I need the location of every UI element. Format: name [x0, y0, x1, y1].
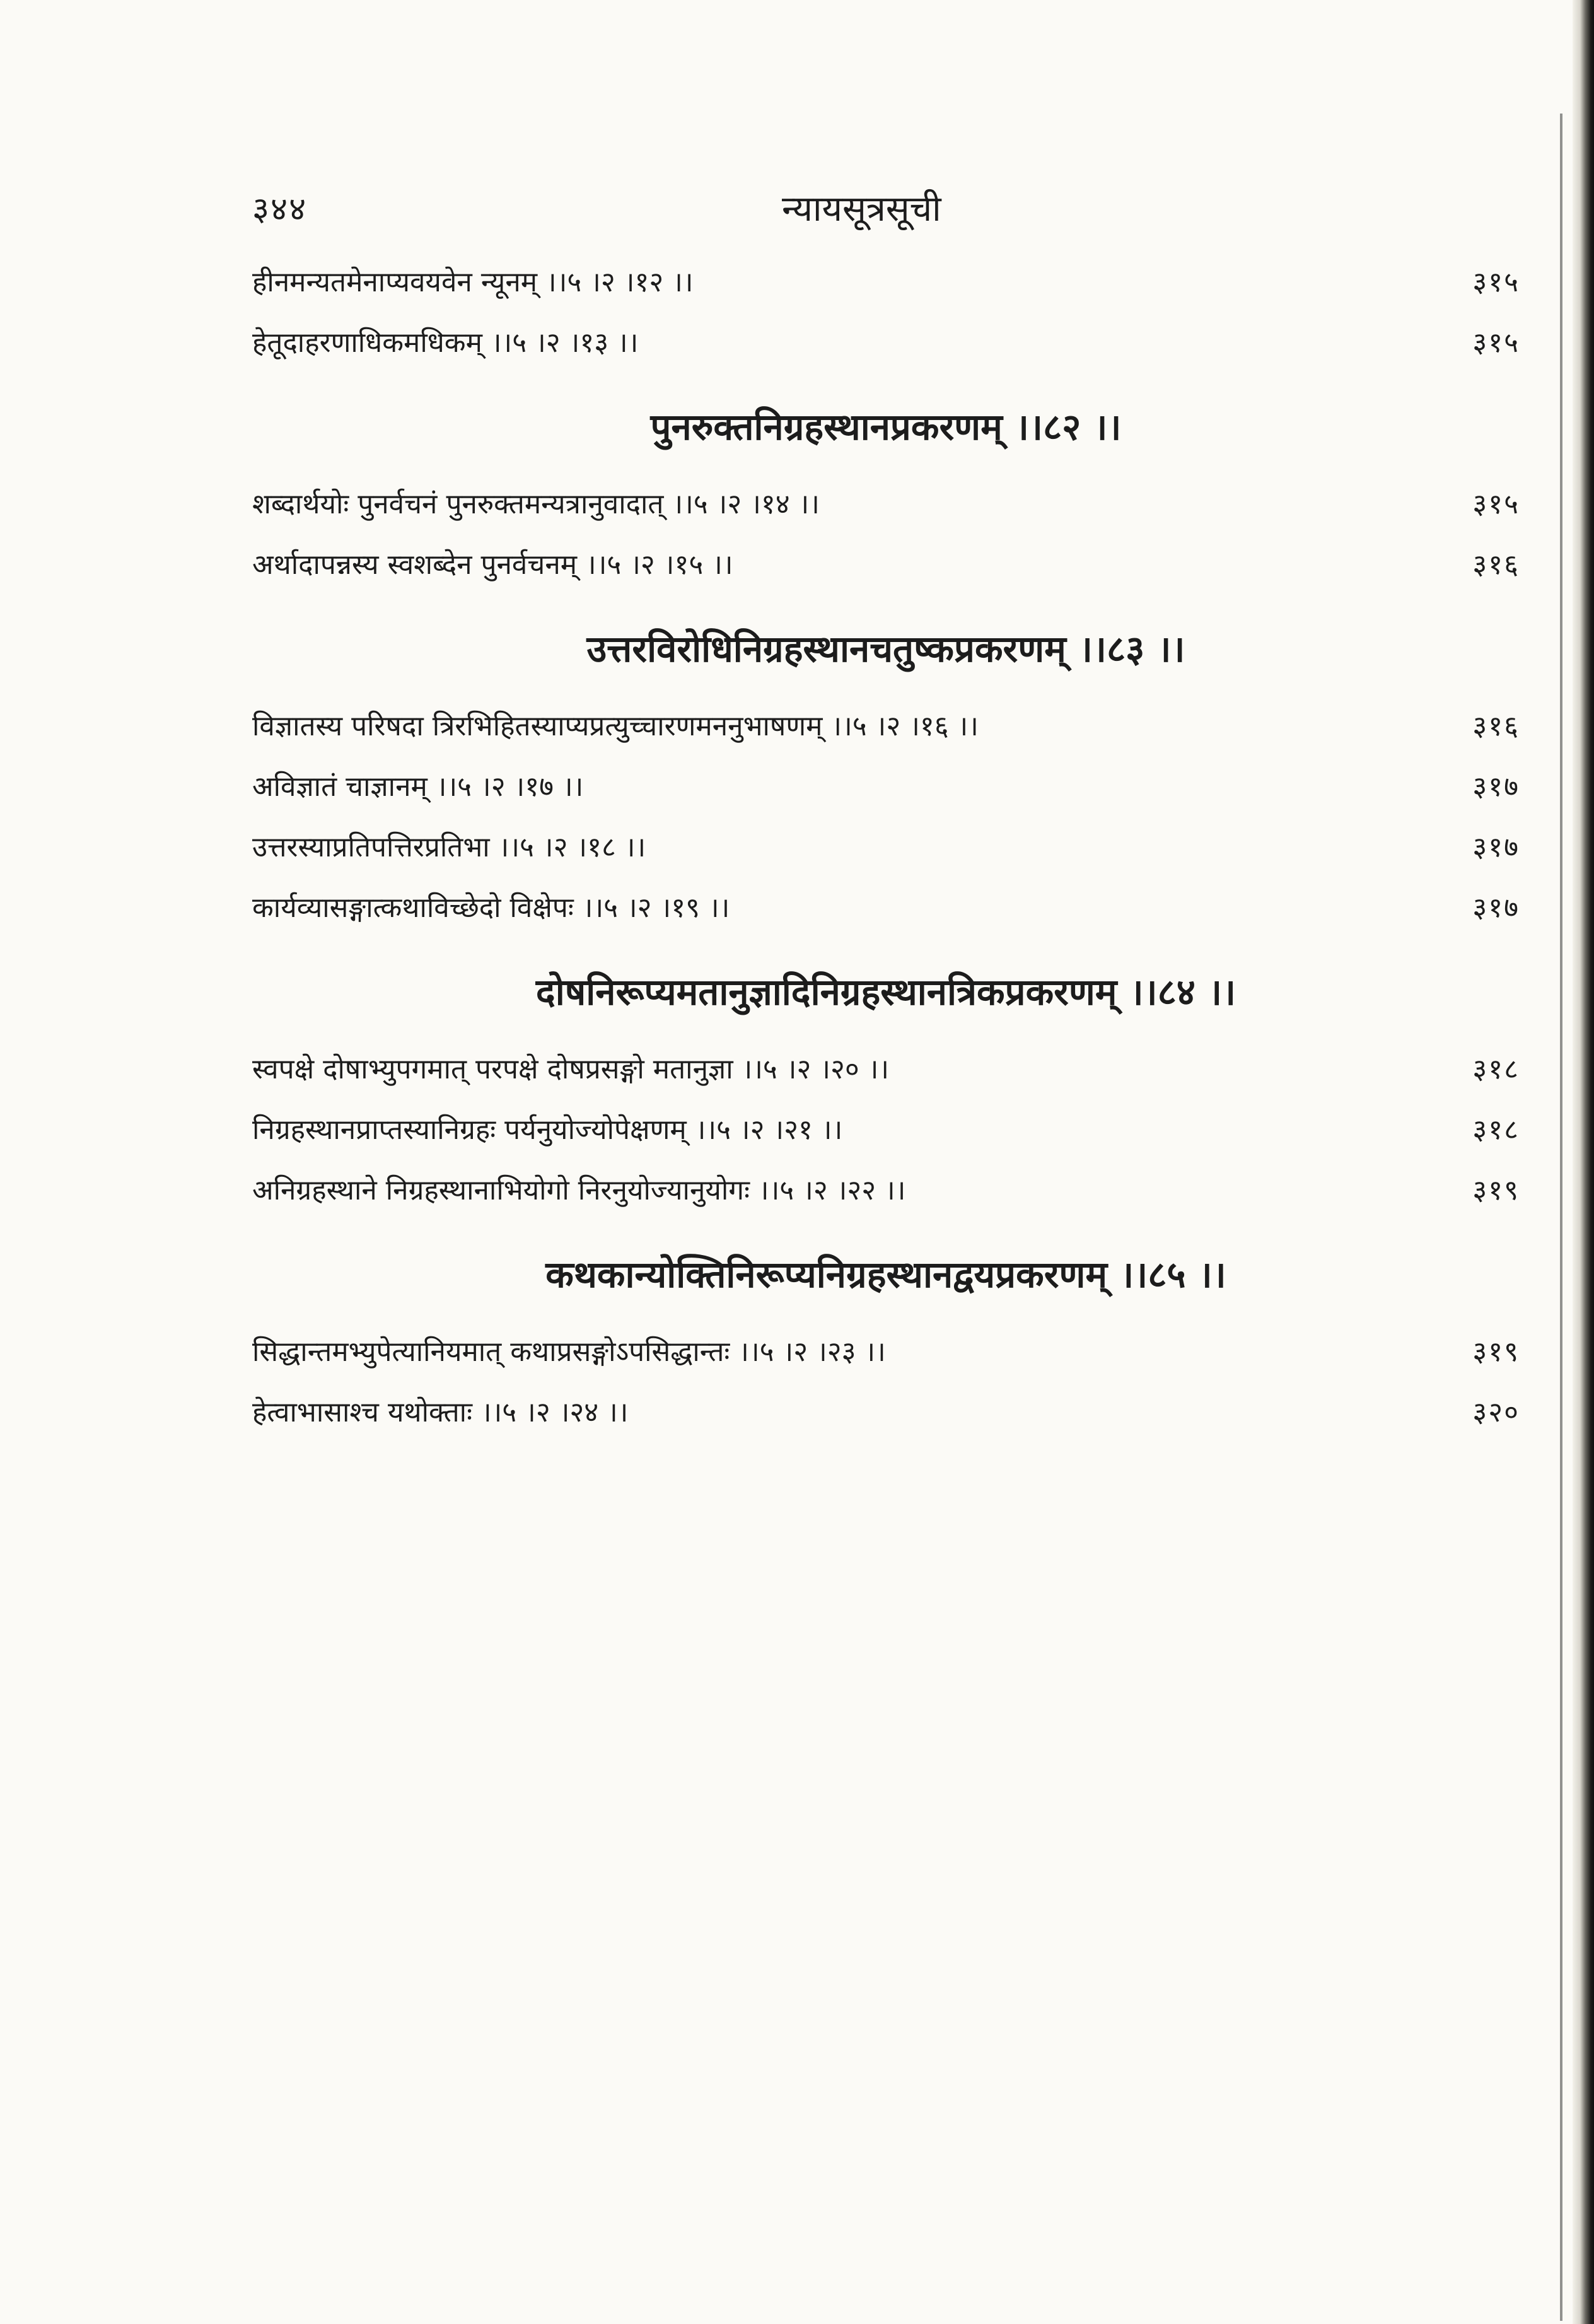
index-entry [252, 817, 1520, 878]
sutra-text: हीनमन्यतमेनाप्यवयवेन न्यूनम् ।।५ ।२ ।१२ ।। [252, 266, 694, 298]
sutra-text: हेत्वाभासाश्च यथोक्ताः ।।५ ।२ ।२४ ।। [252, 1396, 629, 1428]
sutra-text: अनिग्रहस्थाने निग्रहस्थानाभियोगो निरनुयोज्यानुयोगः ।।५ ।२ ।२२ ।। [252, 1174, 906, 1206]
index-entry [252, 252, 1520, 313]
index-entry [252, 313, 1520, 373]
sutra-text: सिद्धान्तमभ्युपेत्यानियमात् कथाप्रसङ्गोऽपसिद्धान्तः ।।५ ।२ ।२३ ।। [252, 1336, 886, 1368]
sutra-index [252, 252, 1520, 1443]
page-ref: ३१५ [1472, 327, 1520, 359]
index-entry [252, 1382, 1520, 1443]
sutra-text: कार्यव्यासङ्गात्कथाविच्छेदो विक्षेपः ।।५ ।२ ।१९ ।। [252, 892, 730, 924]
page-ref: ३१७ [1472, 892, 1520, 924]
section-heading: कथकान्योक्तिनिरूप्यनिग्रहस्थानद्वयप्रकरणम् ।।८५ ।। [545, 1253, 1226, 1296]
sutra-text: स्वपक्षे दोषाभ्युपगमात् परपक्षे दोषप्रसङ्गो मतानुज्ञा ।।५ ।२ ।२० ।। [252, 1053, 890, 1085]
page-number: ३४४ [252, 190, 308, 228]
section-heading: पुनरुक्तनिग्रहस्थानप्रकरणम् ।।८२ ।। [650, 406, 1122, 448]
index-entry [252, 696, 1520, 757]
page-ref: ३१६ [1472, 710, 1520, 742]
scanned-page-edge [1573, 0, 1594, 2324]
page-ref: ३१५ [1472, 266, 1520, 298]
sutra-text: अर्थादापन्नस्य स्वशब्देन पुनर्वचनम् ।।५ ।२ ।१५ ।। [252, 549, 733, 581]
page-ref: ३१९ [1472, 1174, 1520, 1206]
page-ref: ३१९ [1472, 1336, 1520, 1368]
page-ref: ३१७ [1472, 771, 1520, 803]
section-heading: दोषनिरूप्यमतानुज्ञादिनिग्रहस्थानत्रिकप्रकरणम् ।।८४ ।। [535, 971, 1236, 1013]
index-entry [252, 535, 1520, 595]
sutra-text: शब्दार्थयोः पुनर्वचनं पुनरुक्तमन्यत्रानुवादात् ।।५ ।२ ।१४ ।। [252, 488, 820, 520]
index-entry [252, 1100, 1520, 1160]
section-heading: उत्तरविरोधिनिग्रहस्थानचतुष्कप्रकरणम् ।।८३ ।। [586, 628, 1185, 670]
running-title: न्यायसूत्रसूची [782, 189, 941, 230]
page-ref: ३१६ [1472, 549, 1520, 581]
index-entry [252, 1322, 1520, 1382]
page-ref: ३१७ [1472, 831, 1520, 863]
sutra-text: अविज्ञातं चाज्ञानम् ।।५ ।२ ।१७ ।। [252, 771, 584, 803]
index-entry [252, 757, 1520, 817]
sutra-text: विज्ञातस्य परिषदा त्रिरभिहितस्याप्यप्रत्युच्चारणमननुभाषणम् ।।५ ।२ ।१६ ।। [252, 710, 979, 742]
page-ref: ३१८ [1472, 1053, 1520, 1085]
sutra-text: उत्तरस्याप्रतिपत्तिरप्रतिभा ।।५ ।२ ।१८ ।। [252, 831, 646, 863]
page-header [0, 184, 1594, 235]
index-entry [252, 878, 1520, 938]
index-entry [252, 1160, 1520, 1221]
page-ref: ३१५ [1472, 488, 1520, 520]
page-ref: ३१८ [1472, 1114, 1520, 1146]
sutra-text: निग्रहस्थानप्राप्तस्यानिग्रहः पर्यनुयोज्योपेक्षणम् ।।५ ।२ ।२१ ।। [252, 1114, 843, 1146]
page-ref: ३२० [1472, 1396, 1520, 1428]
binding-shadow-line [1560, 114, 1562, 2321]
index-entry [252, 1039, 1520, 1100]
index-entry [252, 474, 1520, 535]
sutra-text: हेतूदाहरणाधिकमधिकम् ।।५ ।२ ।१३ ।। [252, 327, 639, 359]
